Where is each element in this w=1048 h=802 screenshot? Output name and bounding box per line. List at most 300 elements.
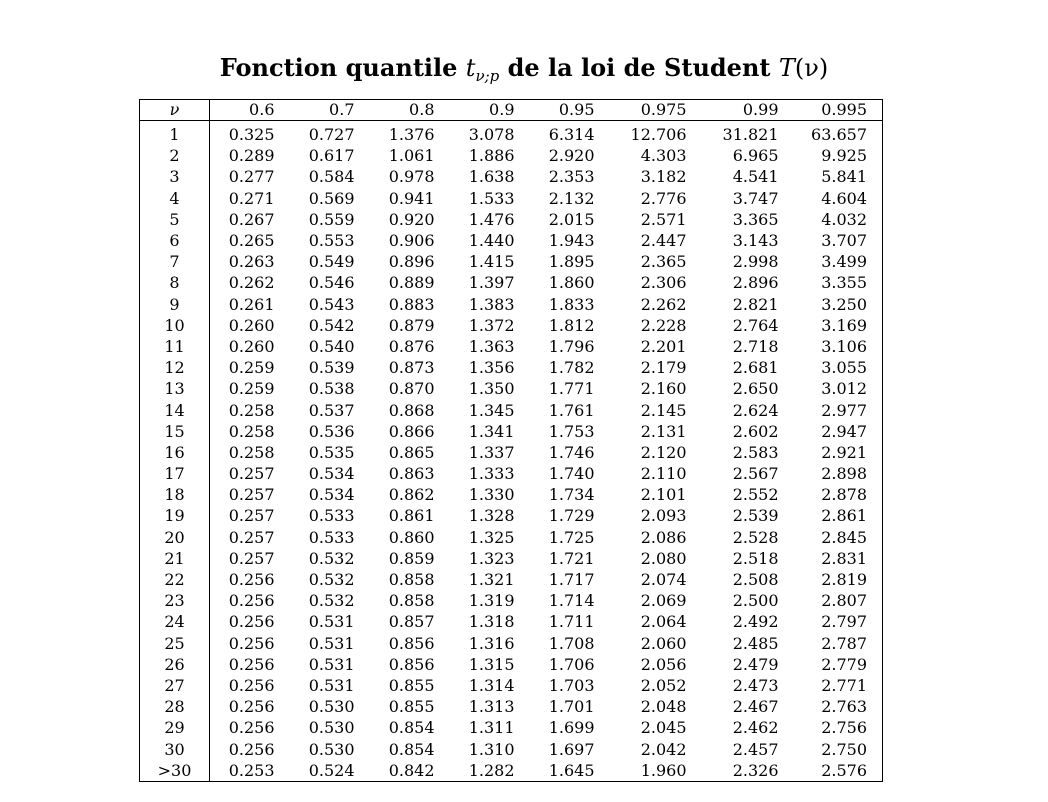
quantile-value-cell: 4.303 [640, 146, 687, 166]
table-row [140, 675, 883, 696]
quantile-value-cell: 2.500 [732, 591, 779, 611]
quantile-value-cell: 4.604 [821, 188, 867, 208]
quantile-value-cell: 0.539 [308, 358, 355, 378]
quantile-value-cell: 1.376 [388, 125, 435, 145]
quantile-value-cell: 1.714 [548, 591, 595, 611]
table-row [140, 378, 883, 399]
quantile-value-cell: 1.350 [468, 379, 515, 399]
quantile-value-cell: 9.925 [821, 146, 867, 166]
quantile-value-cell: 2.718 [732, 336, 779, 356]
row-label-nu: 11 [140, 336, 210, 357]
quantile-value-cell: 0.256 [228, 718, 275, 738]
quantile-value-cell: 2.508 [732, 570, 779, 590]
quantile-value-cell: 0.855 [388, 675, 435, 695]
quantile-value-cell: 1.697 [548, 739, 595, 759]
quantile-value-cell: 3.365 [732, 209, 779, 229]
quantile-value-cell: 0.863 [388, 464, 435, 484]
table-header-row [140, 100, 883, 121]
quantile-value-cell: 2.947 [821, 421, 867, 441]
quantile-value-cell: 0.259 [228, 358, 275, 378]
quantile-value-cell: 2.998 [732, 252, 779, 272]
quantile-value-cell: 1.771 [548, 379, 595, 399]
quantile-value-cell: 1.729 [548, 506, 595, 526]
quantile-value-cell: 0.883 [388, 294, 435, 314]
title-distribution-symbol: T [778, 54, 795, 83]
table-row [140, 399, 883, 420]
quantile-value-cell: 0.256 [228, 739, 275, 759]
row-label-nu: 1 [140, 121, 210, 146]
title-quantile-symbol: t [465, 54, 476, 83]
quantile-value-cell: 0.256 [228, 612, 275, 632]
quantile-value-cell: 2.764 [732, 315, 779, 335]
quantile-value-cell: 2.101 [640, 485, 687, 505]
quantile-value-cell: 3.012 [821, 379, 867, 399]
quantile-value-cell: 0.584 [308, 167, 355, 187]
row-label-nu: 15 [140, 421, 210, 442]
quantile-value-cell: 1.740 [548, 464, 595, 484]
row-label-nu: 6 [140, 230, 210, 251]
header-corner-nu: ν [140, 100, 210, 121]
table-row [140, 505, 883, 526]
quantile-value-cell: 3.106 [821, 336, 867, 356]
quantile-value-cell: 0.854 [388, 718, 435, 738]
quantile-value-cell: 63.657 [811, 125, 867, 145]
column-header-p: 0.975 [610, 100, 702, 121]
quantile-value-cell: 0.257 [228, 527, 275, 547]
quantile-value-cell: 2.492 [732, 612, 779, 632]
row-label-nu: 2 [140, 145, 210, 166]
row-label-nu: 12 [140, 357, 210, 378]
row-label-nu: 23 [140, 590, 210, 611]
quantile-value-cell: 1.383 [468, 294, 515, 314]
quantile-value-cell: 2.518 [732, 548, 779, 568]
quantile-value-cell: 2.060 [640, 633, 687, 653]
quantile-value-cell: 1.860 [548, 273, 595, 293]
quantile-value-cell: 2.831 [821, 548, 867, 568]
quantile-value-cell: 0.257 [228, 485, 275, 505]
quantile-value-cell: 1.812 [548, 315, 595, 335]
quantile-value-cell: 0.256 [228, 654, 275, 674]
table-row [140, 230, 883, 251]
table-row [140, 209, 883, 230]
quantile-value-cell: 31.821 [722, 125, 779, 145]
row-label-nu: 20 [140, 527, 210, 548]
quantile-value-cell: 0.879 [388, 315, 435, 335]
quantile-value-cell: 2.056 [640, 654, 687, 674]
quantile-value-cell: 0.617 [308, 146, 355, 166]
quantile-value-cell: 2.681 [732, 358, 779, 378]
quantile-value-cell: 0.727 [308, 125, 355, 145]
quantile-value-cell: 5.841 [821, 167, 867, 187]
quantile-value-cell: 0.325 [228, 125, 275, 145]
quantile-value-cell: 0.889 [388, 273, 435, 293]
quantile-value-cell: 1.321 [468, 570, 515, 590]
quantile-value-cell: 2.306 [640, 273, 687, 293]
quantile-value-cell: 1.333 [468, 464, 515, 484]
quantile-value-cell: 2.145 [640, 400, 687, 420]
table-row [140, 633, 883, 654]
table-row [140, 315, 883, 336]
quantile-value-cell: 1.886 [468, 146, 515, 166]
quantile-value-cell: 3.182 [640, 167, 687, 187]
quantile-value-cell: 4.541 [732, 167, 779, 187]
quantile-value-cell: 0.261 [228, 294, 275, 314]
quantile-value-cell: 2.787 [821, 633, 867, 653]
title-prefix: Fonction quantile [219, 53, 466, 83]
quantile-value-cell: 0.865 [388, 442, 435, 462]
quantile-value-cell: 0.277 [228, 167, 275, 187]
table-row [140, 251, 883, 272]
quantile-value-cell: 2.845 [821, 527, 867, 547]
quantile-value-cell: 0.532 [308, 548, 355, 568]
quantile-value-cell: 3.055 [821, 358, 867, 378]
row-label-nu: 21 [140, 548, 210, 569]
quantile-value-cell: 0.856 [388, 654, 435, 674]
quantile-value-cell: 2.110 [640, 464, 687, 484]
quantile-value-cell: 0.259 [228, 379, 275, 399]
quantile-value-cell: 2.779 [821, 654, 867, 674]
table-row [140, 442, 883, 463]
row-label-nu: 9 [140, 294, 210, 315]
quantile-value-cell: 1.328 [468, 506, 515, 526]
quantile-value-cell: 0.858 [388, 570, 435, 590]
quantile-value-cell: 1.711 [548, 612, 595, 632]
quantile-value-cell: 2.179 [640, 358, 687, 378]
quantile-value-cell: 2.861 [821, 506, 867, 526]
quantile-value-cell: 2.750 [821, 739, 867, 759]
quantile-value-cell: 0.546 [308, 273, 355, 293]
row-label-nu: 5 [140, 209, 210, 230]
quantile-value-cell: 0.260 [228, 336, 275, 356]
quantile-value-cell: 1.703 [548, 675, 595, 695]
quantile-value-cell: 1.356 [468, 358, 515, 378]
quantile-value-cell: 1.701 [548, 697, 595, 717]
quantile-value-cell: 2.473 [732, 675, 779, 695]
quantile-value-cell: 2.797 [821, 612, 867, 632]
quantile-value-cell: 0.866 [388, 421, 435, 441]
quantile-value-cell: 2.160 [640, 379, 687, 399]
quantile-value-cell: 0.263 [228, 252, 275, 272]
table-row [140, 421, 883, 442]
quantile-value-cell: 6.314 [548, 125, 595, 145]
quantile-value-cell: 1.782 [548, 358, 595, 378]
quantile-value-cell: 2.086 [640, 527, 687, 547]
title-middle: de la loi de Student [499, 53, 779, 83]
quantile-value-cell: 1.895 [548, 252, 595, 272]
quantile-value-cell: 2.120 [640, 442, 687, 462]
table-row [140, 357, 883, 378]
quantile-value-cell: 0.842 [388, 760, 435, 780]
quantile-value-cell: 2.807 [821, 591, 867, 611]
column-header-p: 0.6 [210, 100, 290, 121]
quantile-value-cell: 2.080 [640, 548, 687, 568]
column-header-p: 0.8 [370, 100, 450, 121]
table-body [140, 121, 883, 782]
table-row [140, 590, 883, 611]
quantile-value-cell: 2.467 [732, 697, 779, 717]
quantile-value-cell: 2.756 [821, 718, 867, 738]
quantile-value-cell: 1.330 [468, 485, 515, 505]
quantile-value-cell: 2.583 [732, 442, 779, 462]
quantile-value-cell: 3.707 [821, 231, 867, 251]
quantile-value-cell: 2.201 [640, 336, 687, 356]
quantile-value-cell: 0.860 [388, 527, 435, 547]
quantile-value-cell: 0.530 [308, 739, 355, 759]
table-row [140, 548, 883, 569]
quantile-value-cell: 2.262 [640, 294, 687, 314]
quantile-value-cell: 1.325 [468, 527, 515, 547]
row-label-nu: 10 [140, 315, 210, 336]
quantile-value-cell: 1.311 [468, 718, 515, 738]
quantile-value-cell: 0.858 [388, 591, 435, 611]
quantile-value-cell: 0.531 [308, 675, 355, 695]
table-row [140, 166, 883, 187]
table-row [140, 188, 883, 209]
quantile-value-cell: 1.316 [468, 633, 515, 653]
row-label-nu: 26 [140, 654, 210, 675]
quantile-value-cell: 0.258 [228, 400, 275, 420]
quantile-value-cell: 1.699 [548, 718, 595, 738]
page-title [0, 50, 1048, 89]
row-label-nu: 22 [140, 569, 210, 590]
quantile-value-cell: 0.941 [388, 188, 435, 208]
quantile-value-cell: 2.539 [732, 506, 779, 526]
quantile-value-cell: 0.978 [388, 167, 435, 187]
row-label-nu: 27 [140, 675, 210, 696]
column-header-p: 0.99 [702, 100, 794, 121]
table-row [140, 336, 883, 357]
quantile-value-cell: 0.873 [388, 358, 435, 378]
table-row [140, 738, 883, 759]
quantile-value-cell: 1.314 [468, 675, 515, 695]
quantile-value-cell: 2.042 [640, 739, 687, 759]
quantile-value-cell: 3.355 [821, 273, 867, 293]
quantile-value-cell: 0.532 [308, 570, 355, 590]
table-row [140, 121, 883, 146]
quantile-value-cell: 2.896 [732, 273, 779, 293]
row-label-nu: 4 [140, 188, 210, 209]
quantile-value-cell: 12.706 [630, 125, 687, 145]
quantile-value-cell: 0.531 [308, 612, 355, 632]
quantile-value-cell: 1.645 [548, 760, 595, 780]
quantile-value-cell: 0.256 [228, 697, 275, 717]
table-row [140, 717, 883, 738]
quantile-value-cell: 0.253 [228, 760, 275, 780]
quantile-value-cell: 2.763 [821, 697, 867, 717]
quantile-value-cell: 2.326 [732, 760, 779, 780]
quantile-value-cell: 2.064 [640, 612, 687, 632]
quantile-value-cell: 2.462 [732, 718, 779, 738]
quantile-value-cell: 0.870 [388, 379, 435, 399]
quantile-value-cell: 0.530 [308, 718, 355, 738]
row-label-nu: 3 [140, 166, 210, 187]
row-label-nu: 19 [140, 505, 210, 526]
quantile-value-cell: 1.318 [468, 612, 515, 632]
quantile-value-cell: 6.965 [732, 146, 779, 166]
quantile-value-cell: 1.345 [468, 400, 515, 420]
quantile-value-cell: 1.282 [468, 760, 515, 780]
quantile-value-cell: 2.365 [640, 252, 687, 272]
quantile-value-cell: 1.706 [548, 654, 595, 674]
quantile-value-cell: 2.069 [640, 591, 687, 611]
column-header-p: 0.9 [450, 100, 530, 121]
quantile-value-cell: 1.833 [548, 294, 595, 314]
quantile-value-cell: 0.271 [228, 188, 275, 208]
quantile-value-cell: 1.315 [468, 654, 515, 674]
quantile-value-cell: 2.771 [821, 675, 867, 695]
quantile-value-cell: 2.920 [548, 146, 595, 166]
quantile-value-cell: 2.228 [640, 315, 687, 335]
row-label-nu: 18 [140, 484, 210, 505]
quantile-value-cell: 2.353 [548, 167, 595, 187]
quantile-value-cell: 1.761 [548, 400, 595, 420]
quantile-value-cell: 0.524 [308, 760, 355, 780]
quantile-value-cell: 1.725 [548, 527, 595, 547]
quantile-value-cell: 1.313 [468, 697, 515, 717]
quantile-value-cell: 2.819 [821, 570, 867, 590]
quantile-value-cell: 2.015 [548, 209, 595, 229]
quantile-value-cell: 1.796 [548, 336, 595, 356]
quantile-value-cell: 0.856 [388, 633, 435, 653]
quantile-table [139, 99, 883, 782]
quantile-value-cell: 1.533 [468, 188, 515, 208]
quantile-value-cell: 0.537 [308, 400, 355, 420]
quantile-value-cell: 0.542 [308, 315, 355, 335]
quantile-value-cell: 0.258 [228, 421, 275, 441]
quantile-value-cell: 2.485 [732, 633, 779, 653]
quantile-value-cell: 0.289 [228, 146, 275, 166]
table-row [140, 294, 883, 315]
table-row [140, 696, 883, 717]
quantile-value-cell: 0.267 [228, 209, 275, 229]
quantile-value-cell: 1.323 [468, 548, 515, 568]
quantile-value-cell: 2.821 [732, 294, 779, 314]
row-label-nu: 29 [140, 717, 210, 738]
quantile-value-cell: 1.319 [468, 591, 515, 611]
table-row [140, 463, 883, 484]
row-label-nu: >30 [140, 760, 210, 782]
quantile-value-cell: 0.256 [228, 591, 275, 611]
quantile-value-cell: 0.896 [388, 252, 435, 272]
quantile-value-cell: 1.341 [468, 421, 515, 441]
quantile-value-cell: 1.440 [468, 231, 515, 251]
quantile-value-cell: 0.569 [308, 188, 355, 208]
quantile-value-cell: 3.078 [468, 125, 515, 145]
quantile-value-cell: 2.567 [732, 464, 779, 484]
quantile-value-cell: 2.878 [821, 485, 867, 505]
quantile-value-cell: 0.265 [228, 231, 275, 251]
quantile-value-cell: 0.257 [228, 464, 275, 484]
quantile-value-cell: 0.920 [388, 209, 435, 229]
quantile-value-cell: 0.260 [228, 315, 275, 335]
quantile-value-cell: 1.363 [468, 336, 515, 356]
quantile-value-cell: 2.457 [732, 739, 779, 759]
column-header-p: 0.995 [794, 100, 883, 121]
table-row [140, 484, 883, 505]
quantile-value-cell: 0.531 [308, 654, 355, 674]
quantile-value-cell: 2.571 [640, 209, 687, 229]
quantile-value-cell: 1.372 [468, 315, 515, 335]
row-label-nu: 17 [140, 463, 210, 484]
quantile-value-cell: 2.479 [732, 654, 779, 674]
quantile-value-cell: 1.734 [548, 485, 595, 505]
quantile-value-cell: 1.337 [468, 442, 515, 462]
quantile-value-cell: 0.533 [308, 506, 355, 526]
quantile-value-cell: 3.169 [821, 315, 867, 335]
quantile-value-cell: 3.250 [821, 294, 867, 314]
quantile-value-cell: 0.862 [388, 485, 435, 505]
quantile-value-cell: 1.746 [548, 442, 595, 462]
quantile-value-cell: 2.898 [821, 464, 867, 484]
quantile-value-cell: 0.257 [228, 506, 275, 526]
row-label-nu: 16 [140, 442, 210, 463]
quantile-value-cell: 0.540 [308, 336, 355, 356]
quantile-value-cell: 0.535 [308, 442, 355, 462]
quantile-value-cell: 1.476 [468, 209, 515, 229]
quantile-value-cell: 0.257 [228, 548, 275, 568]
quantile-value-cell: 1.397 [468, 273, 515, 293]
quantile-value-cell: 2.447 [640, 231, 687, 251]
quantile-value-cell: 1.061 [388, 146, 435, 166]
quantile-value-cell: 0.531 [308, 633, 355, 653]
table-row [140, 611, 883, 632]
quantile-value-cell: 0.256 [228, 675, 275, 695]
quantile-value-cell: 0.256 [228, 633, 275, 653]
row-label-nu: 28 [140, 696, 210, 717]
quantile-value-cell: 2.921 [821, 442, 867, 462]
title-quantile-subscript: ν;p [475, 67, 500, 86]
quantile-value-cell: 2.576 [821, 760, 867, 780]
quantile-value-cell: 3.499 [821, 252, 867, 272]
table-row [140, 760, 883, 782]
quantile-value-cell: 1.960 [640, 760, 687, 780]
row-label-nu: 25 [140, 633, 210, 654]
quantile-value-cell: 0.549 [308, 252, 355, 272]
quantile-value-cell: 2.602 [732, 421, 779, 441]
quantile-value-cell: 2.528 [732, 527, 779, 547]
column-header-p: 0.7 [290, 100, 370, 121]
quantile-value-cell: 0.553 [308, 231, 355, 251]
table-row [140, 527, 883, 548]
quantile-value-cell: 0.262 [228, 273, 275, 293]
quantile-value-cell: 0.559 [308, 209, 355, 229]
quantile-value-cell: 0.543 [308, 294, 355, 314]
quantile-value-cell: 1.721 [548, 548, 595, 568]
table-row [140, 145, 883, 166]
quantile-value-cell: 0.859 [388, 548, 435, 568]
quantile-value-cell: 2.552 [732, 485, 779, 505]
quantile-value-cell: 0.536 [308, 421, 355, 441]
quantile-value-cell: 0.256 [228, 570, 275, 590]
quantile-value-cell: 2.977 [821, 400, 867, 420]
quantile-value-cell: 0.855 [388, 697, 435, 717]
quantile-value-cell: 0.857 [388, 612, 435, 632]
quantile-value-cell: 0.532 [308, 591, 355, 611]
table-row [140, 272, 883, 293]
quantile-value-cell: 1.638 [468, 167, 515, 187]
quantile-value-cell: 1.415 [468, 252, 515, 272]
quantile-value-cell: 1.717 [548, 570, 595, 590]
quantile-value-cell: 1.943 [548, 231, 595, 251]
quantile-value-cell: 1.310 [468, 739, 515, 759]
quantile-value-cell: 0.854 [388, 739, 435, 759]
quantile-value-cell: 0.534 [308, 464, 355, 484]
quantile-value-cell: 0.533 [308, 527, 355, 547]
quantile-value-cell: 0.534 [308, 485, 355, 505]
quantile-value-cell: 2.093 [640, 506, 687, 526]
quantile-value-cell: 2.650 [732, 379, 779, 399]
quantile-value-cell: 1.753 [548, 421, 595, 441]
